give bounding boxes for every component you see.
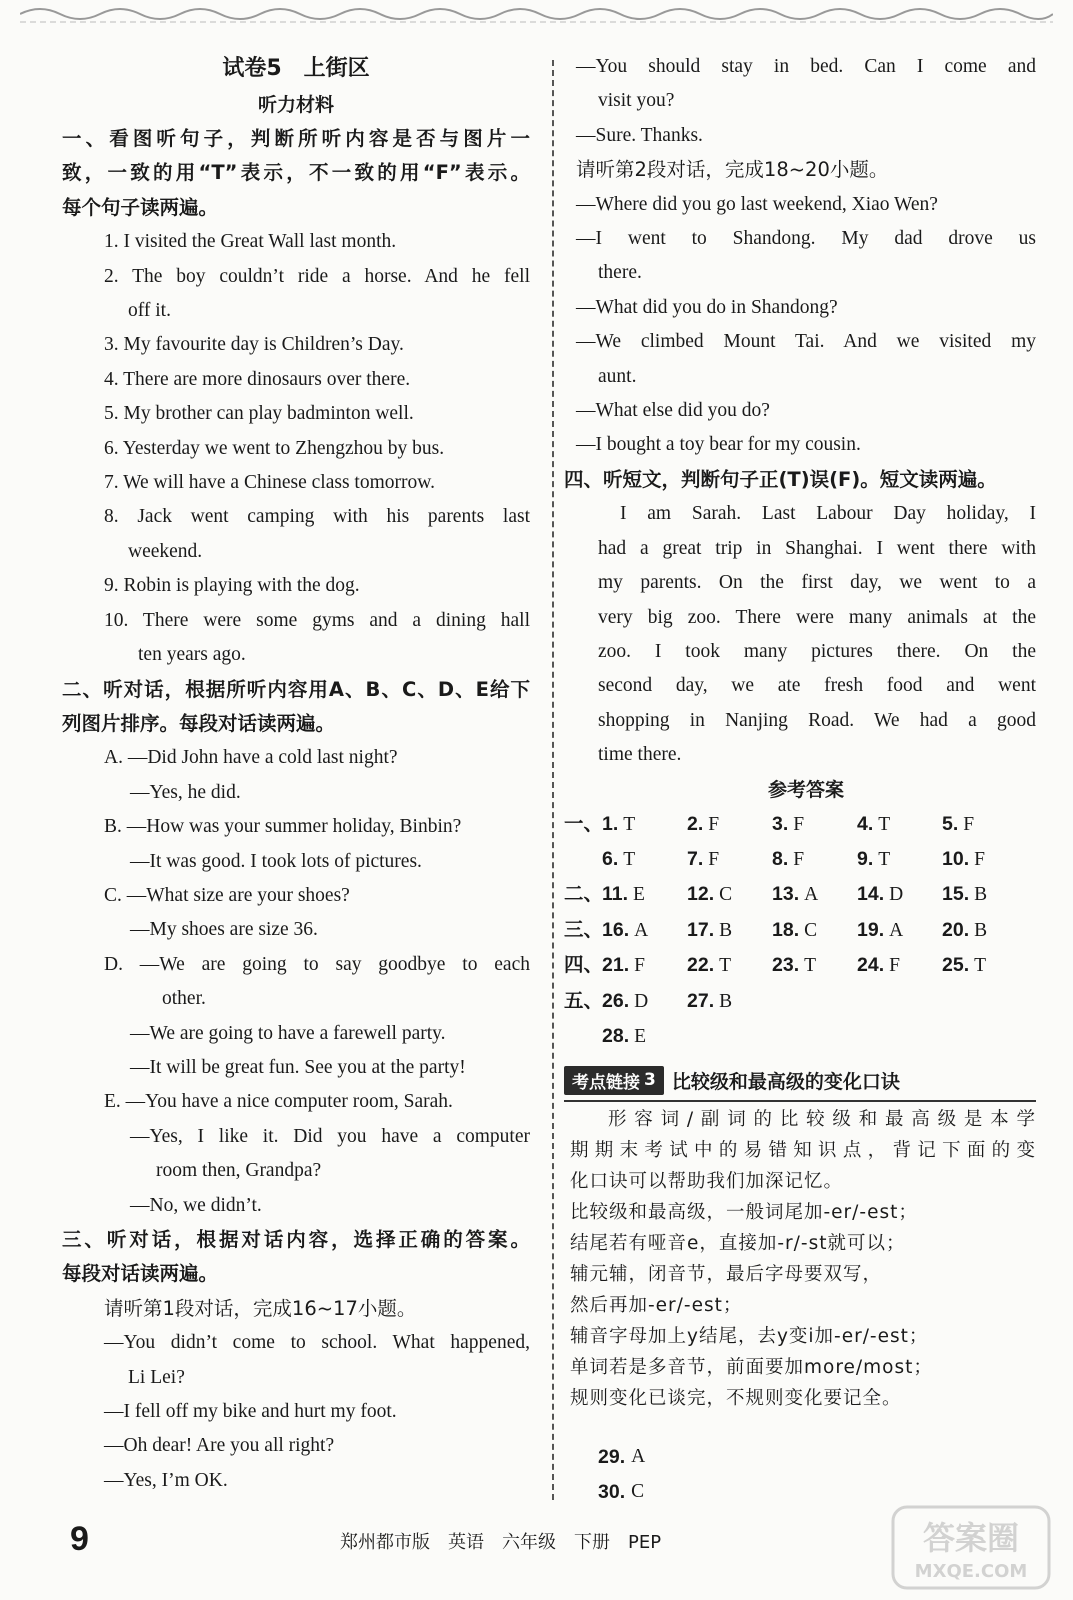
answer-value: T	[623, 813, 636, 835]
passage-line: had a great trip in Shanghai. I went there with	[598, 537, 1036, 559]
dialog-line: —Yes, he did.	[130, 781, 241, 803]
section-heading: 一、看图听句子，判断所听内容是否与图片一	[62, 127, 530, 150]
answer-row	[564, 1019, 1036, 1054]
answer-value: T	[804, 955, 817, 977]
answer-number: 5.	[942, 812, 959, 835]
mnemonic-line: 辅元辅，闭音节，最后字母要双写，	[570, 1264, 883, 1286]
answer-value: F	[889, 955, 900, 977]
answer-row	[564, 984, 1036, 1019]
answer-item	[687, 842, 772, 877]
answer-item	[602, 948, 687, 983]
answer-number: 13.	[772, 883, 800, 906]
watermark	[891, 1505, 1051, 1590]
answer-item	[857, 877, 942, 912]
answer-item	[687, 948, 772, 983]
answer-value: E	[634, 1025, 647, 1047]
dialog-line: B. —How was your summer holiday, Binbin?	[104, 816, 462, 838]
question-item: 8. Jack went camping with his parents last	[104, 506, 530, 528]
question-item: 4. There are more dinosaurs over there.	[104, 368, 411, 390]
answer-value: A	[889, 919, 904, 941]
answer-value: T	[719, 955, 732, 977]
answer-item	[602, 913, 687, 948]
answer-value: F	[708, 848, 720, 870]
answer-row	[564, 913, 1036, 948]
answer-number: 6.	[602, 847, 619, 870]
answer-number: 11.	[602, 883, 629, 906]
dialog-line: aunt.	[598, 365, 637, 387]
answer-item	[687, 984, 772, 1019]
answer-item	[772, 842, 857, 877]
right-column	[564, 50, 1036, 1509]
answer-number: 7.	[687, 847, 704, 870]
answer-number: 28.	[602, 1024, 630, 1047]
page-number: 9	[70, 1520, 89, 1558]
mnemonic-line: 比较级和最高级，一般词尾加-er/-est；	[570, 1202, 918, 1224]
answer-value: F	[634, 955, 645, 977]
dialog-line: —I bought a toy bear for my cousin.	[576, 434, 861, 456]
dialog-line: E. —You have a nice computer room, Sarah.	[104, 1091, 453, 1113]
passage-line: I am Sarah. Last Labour Day holiday, I	[620, 503, 1036, 525]
answers-title: 参考答案	[767, 778, 844, 801]
answer-item	[772, 877, 857, 912]
dialog-line: —I fell off my bike and hurt my foot.	[104, 1401, 397, 1423]
answer-value: D	[889, 884, 904, 906]
page-subtitle: 听力材料	[257, 94, 334, 116]
answer-value: A	[804, 884, 819, 906]
answer-number: 18.	[772, 918, 800, 941]
answer-number: 24.	[857, 954, 885, 977]
question-item: 2. The boy couldn’t ride a horse. And he fell	[104, 265, 530, 287]
dialog-line: —Sure. Thanks.	[576, 124, 703, 146]
question-item: 9. Robin is playing with the dog.	[104, 575, 360, 597]
dialog-line: —Oh dear! Are you all right?	[104, 1435, 335, 1457]
question-item: 3. My favourite day is Children’s Day.	[104, 334, 404, 356]
passage-line: my parents. On the first day, we went to a	[598, 572, 1036, 594]
answer-section-label	[564, 842, 602, 877]
answer-item	[772, 807, 857, 842]
answer-value: T	[878, 848, 891, 870]
answer-value: F	[974, 848, 985, 870]
answer-value: C	[631, 1480, 645, 1502]
section-heading: 列图片排序。每段对话读两遍。	[62, 711, 336, 735]
dialog-line: —No, we didn’t.	[130, 1194, 262, 1216]
answer-number: 17.	[687, 918, 715, 941]
passage-line: second day, we ate fresh food and went	[598, 675, 1036, 697]
answer-number: 1.	[602, 812, 619, 835]
dialog-line: other.	[162, 988, 206, 1010]
answer-section-label	[564, 1019, 602, 1054]
dialog-line: visit you?	[598, 90, 675, 112]
mnemonic-line: 然后再加-er/-est；	[570, 1295, 743, 1317]
answer-number: 2.	[687, 812, 704, 835]
answer-number: 26.	[602, 989, 630, 1012]
answer-number: 10.	[942, 847, 970, 870]
answer-item	[942, 948, 1027, 983]
link-header	[564, 1064, 1036, 1096]
answer-item	[602, 984, 687, 1019]
answer-item	[857, 913, 942, 948]
mnemonic-line: 结尾若有哑音e，直接加-r/-st就可以；	[570, 1233, 906, 1255]
question-item: 10. There were some gyms and a dining hall	[104, 609, 530, 631]
dialog-line: —What did you do in Shandong?	[576, 296, 838, 318]
answer-value: E	[633, 884, 645, 906]
dialog-line: —You should stay in bed. Can I come and	[576, 56, 1036, 77]
answer-value: B	[719, 919, 733, 941]
question-item: 7. We will have a Chinese class tomorrow.	[104, 472, 435, 494]
question-item: 6. Yesterday we went to Zhengzhou by bus.	[104, 437, 445, 459]
question-item: 5. My brother can play badminton well.	[104, 403, 414, 425]
answer-item	[857, 948, 942, 983]
answer-item	[602, 1019, 687, 1054]
answer-section-label: 五、	[564, 988, 604, 1012]
answer-value: B	[719, 990, 733, 1012]
answer-number: 23.	[772, 954, 800, 977]
answer-item	[602, 877, 687, 912]
passage-line: very big zoo. There were many animals at the	[598, 606, 1036, 628]
answer-section-label: 四、	[564, 953, 604, 977]
answer-number: 21.	[602, 954, 630, 977]
passage-line: shopping in Nanjing Road. We had a good	[598, 709, 1036, 731]
mnemonic-line: 辅音字母加上y结尾，去y变i加-er/-est；	[570, 1326, 929, 1348]
link-intro-line: 期期末考试中的易错知识点，背记下面的变	[570, 1140, 1036, 1162]
answer-row	[564, 842, 1036, 877]
answer-number: 12.	[687, 883, 715, 906]
dialog-line: —Where did you go last weekend, Xiao Wen?	[576, 193, 938, 215]
answer-value: T	[974, 955, 987, 977]
mnemonic-line: 单词若是多音节，前面要加more/most；	[570, 1357, 933, 1379]
answer-item	[687, 913, 772, 948]
dialog-line: —It will be great fun. See you at the party!	[130, 1056, 466, 1078]
answer-value: F	[963, 813, 975, 835]
section-heading: 二、听对话，根据所听内容用A、B、C、D、E给下	[62, 677, 530, 701]
dialog-intro: 请听第2段对话，完成18~20小题。	[576, 158, 889, 182]
answer-value: A	[631, 1446, 646, 1468]
question-item: 1. I visited the Great Wall last month.	[104, 231, 397, 253]
answer-value: A	[634, 919, 649, 941]
dialog-line: —We are going to have a farewell party.	[130, 1022, 446, 1044]
answer-row	[576, 1440, 1036, 1474]
answer-number: 29.	[598, 1446, 626, 1469]
watermark-url: MXQE.COM	[914, 1561, 1028, 1582]
question-item: weekend.	[128, 540, 203, 562]
answer-item	[772, 913, 857, 948]
section-heading: 每个句子读两遍。	[62, 195, 219, 219]
answer-value: D	[634, 990, 649, 1012]
section-heading: 四、听短文，判断句子正(T)误(F)。短文读两遍。	[564, 467, 997, 491]
answer-section-label: 二、	[564, 882, 604, 906]
answer-item	[942, 842, 1027, 877]
dialog-line: —Yes, I’m OK.	[104, 1469, 228, 1491]
footer-text: 郑州都市版 英语 六年级 下册 PEP	[340, 1532, 662, 1553]
answer-value: F	[793, 848, 805, 870]
answer-number: 30.	[598, 1480, 626, 1503]
answer-value: C	[804, 919, 818, 941]
dialog-line: D. —We are going to say goodbye to each	[104, 953, 530, 975]
dialog-line: —My shoes are size 36.	[130, 919, 318, 941]
answer-value: B	[974, 884, 988, 906]
answer-value: B	[974, 919, 988, 941]
answer-item	[942, 877, 1027, 912]
answer-item	[857, 807, 942, 842]
link-body	[564, 1104, 1036, 1414]
dialog-line: —Yes, I like it. Did you have a computer	[130, 1125, 530, 1147]
dialog-line: there.	[598, 262, 642, 284]
question-item: ten years ago.	[138, 644, 246, 666]
answer-number: 20.	[942, 918, 970, 941]
left-column	[62, 50, 530, 1498]
answer-value: T	[623, 848, 636, 870]
dialog-line: C. —What size are your shoes?	[104, 884, 350, 906]
answer-number: 14.	[857, 883, 885, 906]
dialog-line: —It was good. I took lots of pictures.	[130, 850, 422, 872]
answer-item	[602, 842, 687, 877]
answer-number: 22.	[687, 954, 715, 977]
final-answers	[576, 1440, 1036, 1509]
answer-row	[564, 948, 1036, 983]
answer-number: 16.	[602, 918, 630, 941]
answer-item	[687, 807, 772, 842]
link-badge-label: 考点链接	[572, 1072, 640, 1093]
dialog-line: —I went to Shandong. My dad drove us	[576, 228, 1036, 250]
answer-item	[687, 877, 772, 912]
answer-number: 3.	[772, 812, 789, 835]
answer-value: T	[878, 813, 891, 835]
passage-line: time there.	[598, 744, 682, 766]
answer-number: 9.	[857, 847, 874, 870]
link-intro-line: 化口诀可以帮助我们加深记忆。	[570, 1171, 844, 1193]
dialog-line: A. —Did John have a cold last night?	[104, 747, 398, 769]
answer-number: 19.	[857, 918, 885, 941]
dialog-line: —What else did you do?	[576, 400, 770, 422]
answer-item	[857, 842, 942, 877]
answer-item	[602, 807, 687, 842]
link-underline	[564, 1100, 1036, 1102]
dialog-intro: 请听第1段对话，完成16~17小题。	[104, 1296, 417, 1320]
answer-number: 15.	[942, 883, 970, 906]
answer-number: 27.	[687, 989, 715, 1012]
section-heading: 三、听对话，根据对话内容，选择正确的答案。	[62, 1228, 530, 1251]
knowledge-link-box	[564, 1064, 1036, 1414]
watermark-title: 答案圈	[922, 1519, 1020, 1557]
top-decoration	[20, 0, 1053, 30]
answer-item	[942, 913, 1027, 948]
dialog-line: room then, Grandpa?	[156, 1160, 322, 1182]
section-heading: 致，一致的用“T”表示，不一致的用“F”表示。	[62, 161, 530, 185]
answer-number: 4.	[857, 812, 874, 835]
answer-item	[772, 948, 857, 983]
answer-row	[564, 877, 1036, 912]
answer-section-label: 一、	[564, 811, 604, 835]
answer-section-label: 三、	[564, 917, 604, 941]
link-title: 比较级和最高级的变化口诀	[671, 1070, 900, 1093]
column-divider	[552, 60, 554, 1500]
dialog-line: Li Lei?	[128, 1366, 185, 1388]
answer-row	[564, 807, 1036, 842]
answer-value: F	[708, 813, 720, 835]
answer-value: F	[793, 813, 805, 835]
answer-number: 8.	[772, 847, 789, 870]
answer-number: 25.	[942, 954, 970, 977]
page-title: 试卷5 上街区	[222, 56, 370, 81]
question-item: off it.	[128, 300, 171, 322]
answer-value: C	[719, 884, 733, 906]
passage-line: zoo. I took many pictures there. On the	[598, 640, 1036, 662]
link-badge	[564, 1066, 664, 1095]
dialog-line: —You didn’t come to school. What happened,	[104, 1332, 530, 1354]
link-intro-line: 形容词/副词的比较级和最高级是本学	[608, 1109, 1036, 1131]
section-heading: 每段对话读两遍。	[62, 1262, 219, 1286]
mnemonic-line: 规则变化已谈完，不规则变化要记全。	[570, 1388, 902, 1410]
dialog-line: —We climbed Mount Tai. And we visited my	[576, 331, 1036, 353]
link-badge-number: 3	[644, 1070, 656, 1091]
answer-item	[942, 807, 1027, 842]
